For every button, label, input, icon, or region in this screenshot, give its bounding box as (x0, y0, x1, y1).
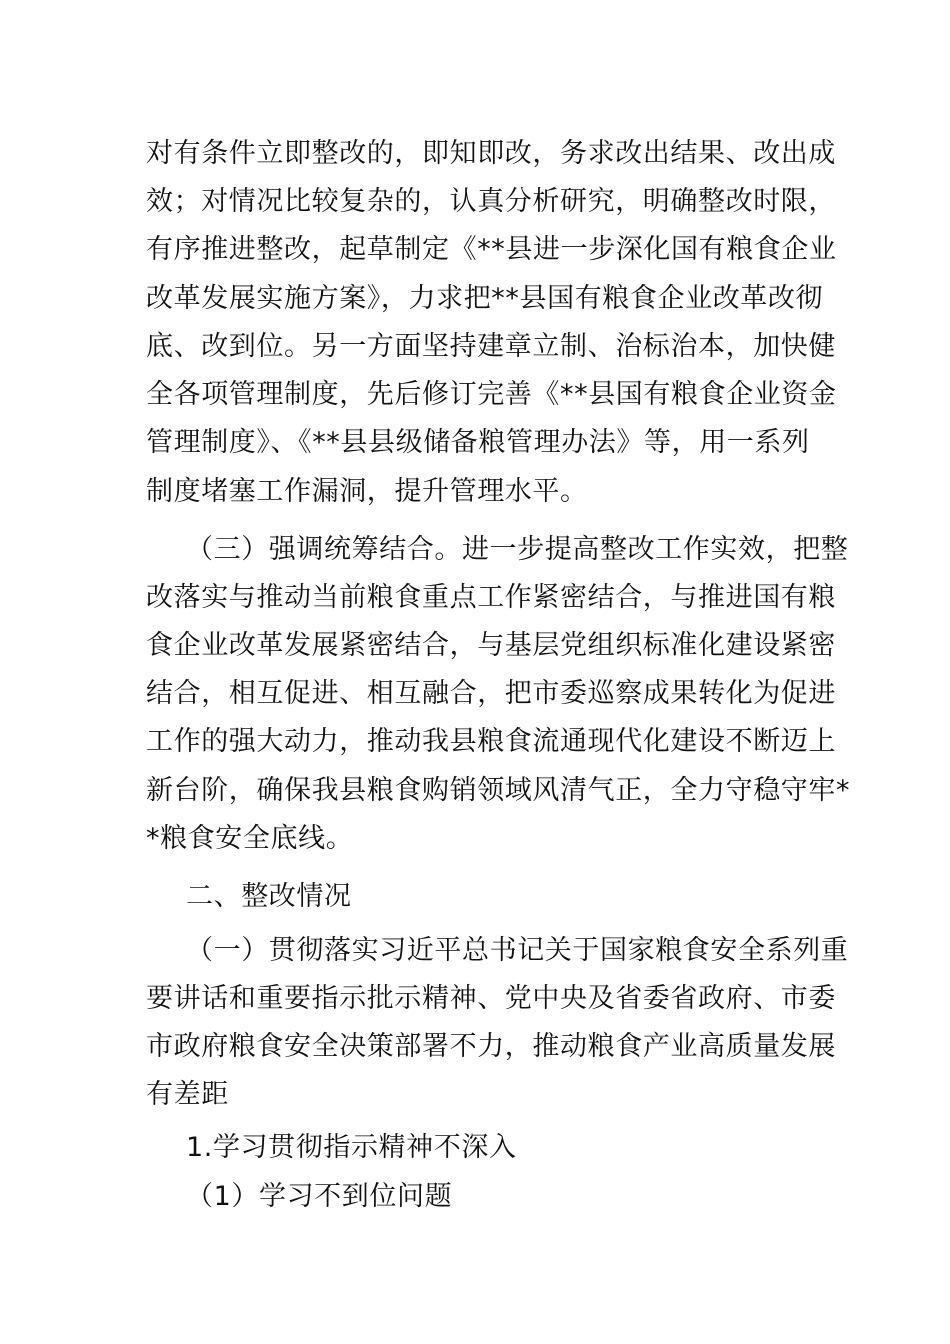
body-line: 工作的强大动力，推动我县粮食流通现代化建设不断迈上 (146, 726, 836, 757)
body-line: 制度堵塞工作漏洞，提升管理水平。 (146, 476, 588, 507)
paragraph-start-line: （三）强调统筹结合。进一步提高整改工作实效，把整 (186, 534, 849, 565)
subsection-heading: （1）学习不到位问题 (186, 1181, 453, 1212)
body-line: 底、改到位。另一方面坚持建章立制、治标治本，加快健 (146, 331, 836, 362)
body-line: 有序推进整改，起草制定《**县进一步深化国有粮食企业 (146, 234, 837, 265)
body-line: 市政府粮食安全决策部署不力，推动粮食产业高质量发展 (146, 1031, 836, 1062)
paragraph-start-line: （一）贯彻落实习近平总书记关于国家粮食安全系列重 (186, 935, 849, 966)
section-heading: 二、整改情况 (186, 881, 352, 912)
body-line: 新台阶，确保我县粮食购销领域风清气正，全力守稳守牢* (146, 775, 851, 806)
body-line: 全各项管理制度，先后修订完善《**县国有粮食企业资金 (146, 379, 837, 410)
body-line: 对有条件立即整改的，即知即改，务求改出结果、改出成 (146, 138, 836, 169)
body-line: 效；对情况比较复杂的，认真分析研究，明确整改时限， (146, 186, 836, 217)
body-line: 管理制度》、《**县县级储备粮管理办法》等，用一系列 (146, 427, 810, 458)
body-line: 有差距 (146, 1079, 229, 1110)
body-line: 改落实与推动当前粮食重点工作紧密结合，与推进国有粮 (146, 582, 836, 613)
body-line: 结合，相互促进、相互融合，把市委巡察成果转化为促进 (146, 678, 836, 709)
body-line: 改革发展实施方案》，力求把**县国有粮食企业改革改彻 (146, 283, 824, 314)
subsection-heading: 1.学习贯彻指示精神不深入 (186, 1132, 517, 1163)
body-line: *粮食安全底线。 (146, 823, 354, 854)
body-line: 要讲话和重要指示批示精神、党中央及省委省政府、市委 (146, 983, 836, 1014)
body-line: 食企业改革发展紧密结合，与基层党组织标准化建设紧密 (146, 630, 836, 661)
